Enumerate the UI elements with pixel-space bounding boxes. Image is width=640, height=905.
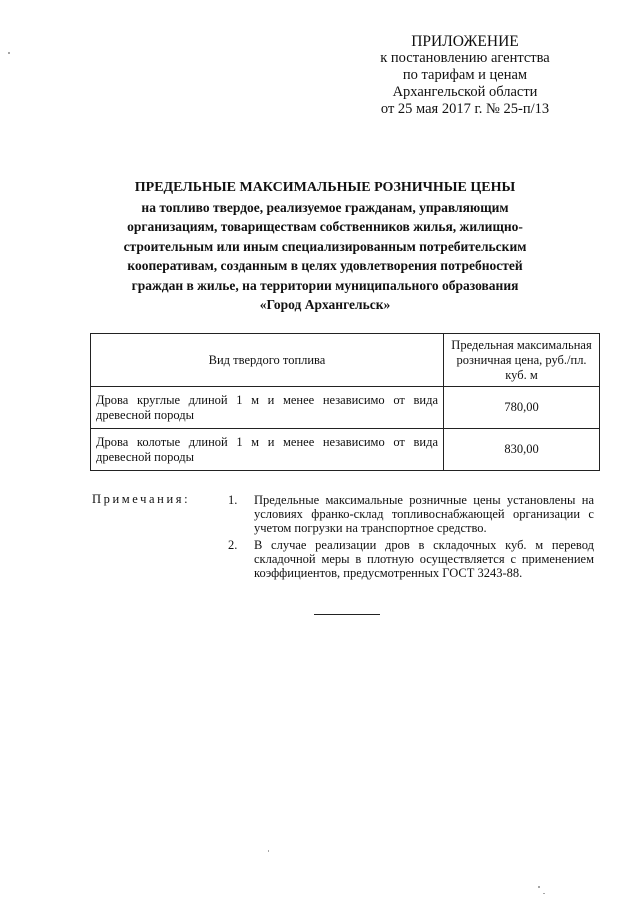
appendix-block xyxy=(360,33,570,118)
note-text: Предельные максимальные розничные цены установлены на условиях франко-склад топливоснабжающей организации с учетом погрузки на транспортное средство. xyxy=(254,493,594,535)
scan-speck xyxy=(268,850,269,852)
scan-speck xyxy=(8,52,10,54)
header-fuel-type: Вид твердого топлива xyxy=(91,334,444,387)
price-table xyxy=(90,333,600,471)
note-number: 1. xyxy=(228,493,238,507)
title-line: кооперативам, созданным в целях удовлетворения потребностей xyxy=(127,258,523,273)
notes-list xyxy=(228,493,594,583)
appendix-line: Архангельской области xyxy=(392,84,538,100)
row-price: 780,00 xyxy=(444,387,600,429)
table-row xyxy=(91,429,600,471)
table-header-row xyxy=(91,334,600,387)
table-row xyxy=(91,387,600,429)
notes-label: Примечания: xyxy=(92,492,191,506)
note-item xyxy=(228,538,594,580)
note-text: В случае реализации дров в складочных куб. м перевод складочной меры в плотную осуществляется с применением коэффициентов, предусмотренных ГОСТ 3243-88. xyxy=(254,538,594,580)
scan-speck xyxy=(538,886,540,888)
title-main: ПРЕДЕЛЬНЫЕ МАКСИМАЛЬНЫЕ РОЗНИЧНЫЕ ЦЕНЫ xyxy=(134,180,516,195)
title-line: граждан в жилье, на территории муниципального образования xyxy=(131,277,519,293)
title-line: на топливо твердое, реализуемое гражданам, управляющим xyxy=(141,199,509,215)
row-fuel-name: Дрова колотые длиной 1 м и менее независимо от вида древесной породы xyxy=(91,429,444,471)
header-price: Предельная максимальная розничная цена, руб./пл. куб. м xyxy=(444,334,600,387)
row-fuel-name: Дрова круглые длиной 1 м и менее независимо от вида древесной породы xyxy=(91,387,444,429)
appendix-line: от 25 мая 2017 г. № 25-п/13 xyxy=(380,101,550,117)
note-item xyxy=(228,493,594,535)
appendix-line: по тарифам и ценам xyxy=(402,67,528,83)
title-line: строительным или иным специализированным потребительским xyxy=(123,238,527,254)
title-line: организациям, товариществам собственников жилья, жилищно- xyxy=(127,219,523,234)
document-title xyxy=(90,178,560,315)
title-line: «Город Архангельск» xyxy=(259,297,391,312)
appendix-line: к постановлению агентства xyxy=(380,50,550,66)
row-price: 830,00 xyxy=(444,429,600,471)
appendix-heading: ПРИЛОЖЕНИЕ xyxy=(411,33,519,50)
scan-speck xyxy=(543,893,545,894)
end-divider xyxy=(314,614,380,615)
note-number: 2. xyxy=(228,538,238,552)
